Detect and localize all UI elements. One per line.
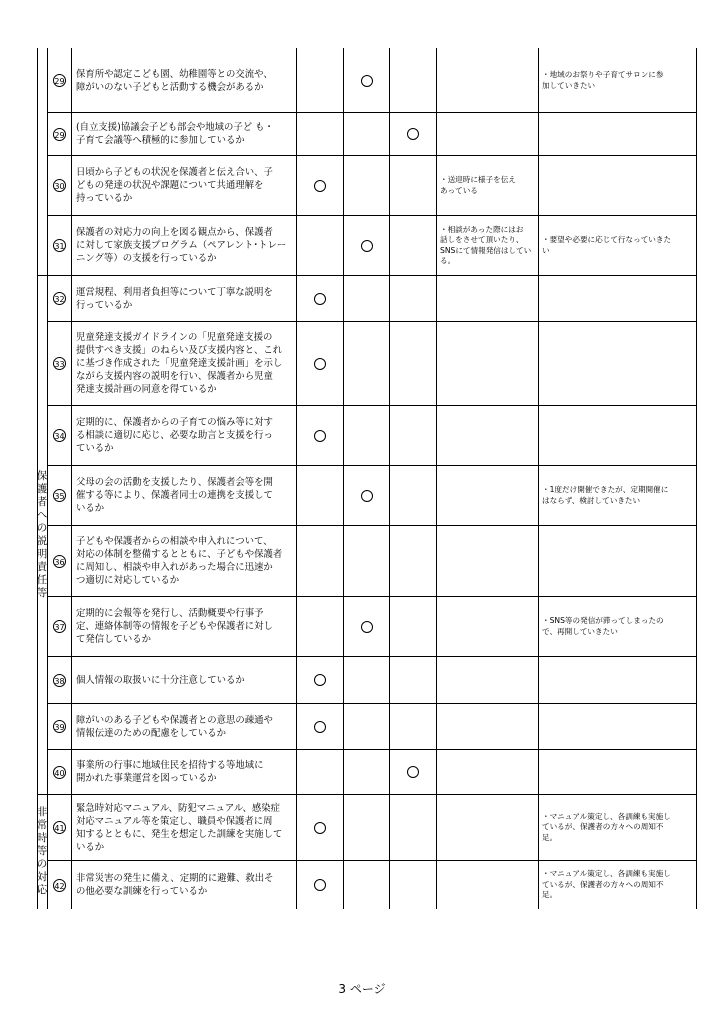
answer-cell-1 (297, 406, 343, 465)
improvement-note (539, 657, 696, 703)
circle-mark-icon (407, 766, 419, 778)
answer-cell-1 (297, 276, 343, 321)
answer-cell-1 (297, 466, 343, 525)
answer-cell-3 (390, 113, 436, 155)
answer-cell-3 (390, 276, 436, 321)
answer-cell-3 (390, 704, 436, 749)
answer-cell-3 (390, 795, 436, 860)
item-number-badge: 29 (53, 128, 66, 141)
answer-cell-2 (344, 113, 389, 155)
question-text: 事業所の行事に地域住民を招待する等地域に 開かれた事業運営を図っているか (76, 760, 264, 784)
remark-note (437, 861, 538, 909)
item-number (48, 861, 71, 909)
answer-cell-1 (297, 49, 343, 112)
answer-cell-2 (344, 795, 389, 860)
answer-cell-3 (390, 322, 436, 405)
item-number-badge: 35 (53, 489, 66, 502)
remark-note (437, 597, 538, 656)
question-text: 障がいのある子どもや保護者との意思の疎通や 情報伝達のための配慮をしているか (76, 714, 273, 739)
item-number (48, 156, 71, 215)
item-number-badge: 32 (53, 292, 66, 305)
item-number-badge: 30 (53, 179, 66, 192)
circle-mark-icon (314, 180, 326, 192)
question-text: (自立支援)協議会子ども部会や地域の子ど も・ 子育て会議等へ積極的に参加しているか (76, 122, 274, 146)
improvement-note (539, 750, 696, 794)
circle-mark-icon (361, 240, 373, 252)
question-text: 運営規程、利用者負担等について丁寧な説明を 行っているか (76, 286, 273, 311)
answer-cell-1 (297, 657, 343, 703)
question-text: 非常災害の発生に備え、定期的に避難、救出そ の他必要な訓練を行っているか (76, 873, 274, 897)
improvement-note: ・1度だけ開催できたが、定期開催に はならず、検討していきたい (542, 485, 669, 505)
item-number (48, 466, 71, 525)
remark-note (437, 704, 538, 749)
answer-cell-2 (344, 466, 389, 525)
answer-cell-2 (344, 704, 389, 749)
question-text: 児童発達支援ガイドラインの「児童発達支援の 提供すべき支援」のねらい及び支援内容と、これ に基づき作成された「児童発達支援計画」を示し ながら支援内容の説明を行い、保護者から児童 発達支援計画の同意を得ているか (76, 332, 283, 395)
question-text: 定期的に、保護者からの子育ての悩み等に対す る相談に適切に応じ、必要な助言と支援を行っ ているか (76, 417, 273, 454)
improvement-note: ・マニュアル策定し、各訓練も実施し ているが、保護者の方々への周知不 足。 (542, 869, 671, 900)
answer-cell-1 (297, 322, 343, 405)
answer-cell-2 (344, 156, 389, 215)
answer-cell-2 (344, 49, 389, 112)
remark-note (437, 750, 538, 794)
answer-cell-3 (390, 216, 436, 275)
improvement-note (539, 526, 696, 596)
answer-cell-3 (390, 466, 436, 525)
circle-mark-icon (314, 721, 326, 733)
circle-mark-icon (314, 822, 326, 834)
circle-mark-icon (314, 358, 326, 370)
question-text: 子どもや保護者からの相談や申入れについて、 対応の体制を整備するとともに、子どもや保護者 に周知し、相談や申入れがあった場合に迅速か つ適切に対応しているか (76, 536, 283, 586)
page-number: 3 ページ (338, 982, 386, 996)
item-number (48, 795, 71, 860)
answer-cell-2 (344, 526, 389, 596)
circle-mark-icon (407, 128, 419, 140)
answer-cell-3 (390, 597, 436, 656)
item-number (48, 704, 71, 749)
item-number (48, 526, 71, 596)
remark-note (437, 322, 538, 405)
answer-cell-3 (390, 526, 436, 596)
answer-cell-1 (297, 597, 343, 656)
remark-note (437, 526, 538, 596)
question-text: 日頃から子どもの状況を保護者と伝え合い、子 どもの発達の状況や課題について共通理解を 持っているか (76, 167, 273, 204)
question-text: 父母の会の活動を支援したり、保護者会等を開 催する等により、保護者同士の連携を支援して いるか (76, 477, 273, 514)
item-number (48, 322, 71, 405)
item-number-badge: 42 (53, 879, 66, 892)
answer-cell-1 (297, 795, 343, 860)
item-number-badge: 40 (53, 766, 66, 779)
item-number-badge: 34 (53, 429, 66, 442)
item-number (48, 597, 71, 656)
remark-note (437, 276, 538, 321)
answer-cell-2 (344, 276, 389, 321)
answer-cell-3 (390, 406, 436, 465)
answer-cell-1 (297, 526, 343, 596)
item-number (48, 657, 71, 703)
answer-cell-2 (344, 597, 389, 656)
improvement-note (539, 156, 696, 215)
answer-cell-1 (297, 216, 343, 275)
item-number-badge: 41 (53, 821, 66, 834)
item-number-badge: 36 (53, 555, 66, 568)
answer-cell-2 (344, 406, 389, 465)
item-number-badge: 29 (53, 74, 66, 87)
improvement-note: ・地域のお祭りや子育てサロンに参 加していきたい (542, 70, 664, 90)
item-number (48, 276, 71, 321)
answer-cell-1 (297, 156, 343, 215)
remark-note: ・送迎時に様子を伝え あっている (440, 175, 516, 195)
question-text: 個人情報の取扱いに十分注意しているか (76, 674, 245, 686)
improvement-note (539, 113, 696, 155)
answer-cell-1 (297, 750, 343, 794)
answer-cell-2 (344, 750, 389, 794)
answer-cell-2 (344, 657, 389, 703)
category-label: 非 常 時 等 の 対 応 (36, 806, 48, 896)
improvement-note (539, 406, 696, 465)
circle-mark-icon (361, 621, 373, 633)
answer-cell-2 (344, 216, 389, 275)
improvement-note: ・SNS等の発信が滞ってしまったの で、再開していきたい (542, 616, 664, 636)
item-number-badge: 38 (53, 674, 66, 687)
answer-cell-2 (344, 861, 389, 909)
circle-mark-icon (314, 879, 326, 891)
item-number-badge: 39 (53, 720, 66, 733)
answer-cell-3 (390, 861, 436, 909)
remark-note (437, 406, 538, 465)
improvement-note: ・要望や必要に応じて行なっていきた い (542, 235, 672, 255)
answer-cell-1 (297, 704, 343, 749)
remark-note: ・相談があった際にはお 話しをさせて頂いたり、 SNSにて情報発信はしてい る。 (440, 224, 532, 265)
circle-mark-icon (361, 75, 373, 87)
item-number (48, 750, 71, 794)
improvement-note: ・マニュアル策定し、各訓練も実施し ているが、保護者の方々への周知不 足。 (542, 811, 671, 842)
answer-cell-1 (297, 861, 343, 909)
category-label: 保 護 者 へ の 説 明 責 任 等 (36, 469, 48, 599)
remark-note (437, 49, 538, 112)
remark-note (437, 795, 538, 860)
circle-mark-icon (314, 293, 326, 305)
circle-mark-icon (361, 490, 373, 502)
item-number-badge: 37 (53, 620, 66, 633)
question-text: 緊急時対応マニュアル、防犯マニュアル、感染症 対応マニュアル等を策定し、職員や保護者に周 知するとともに、発生を想定した訓練を実施して いるか (76, 802, 283, 853)
answer-cell-3 (390, 750, 436, 794)
item-number-badge: 31 (53, 239, 66, 252)
circle-mark-icon (314, 430, 326, 442)
answer-cell-3 (390, 49, 436, 112)
item-number (48, 49, 71, 112)
remark-note (437, 466, 538, 525)
answer-cell-2 (344, 322, 389, 405)
question-text: 保育所や認定こども園、幼稚園等との交流や、 障がいのない子どもと活動する機会があるか (76, 68, 273, 93)
improvement-note (539, 322, 696, 405)
improvement-note (539, 704, 696, 749)
item-number-badge: 33 (53, 357, 66, 370)
remark-note (437, 657, 538, 703)
question-text: 保護者の対応力の向上を図る観点から、保護者 に対して家族支援プログラム（ペアレント･トレー ニング等）の支援を行っているか (76, 227, 287, 264)
improvement-note (539, 276, 696, 321)
item-number (48, 113, 71, 155)
item-number (48, 216, 71, 275)
circle-mark-icon (314, 674, 326, 686)
column-divider (696, 48, 697, 909)
answer-cell-3 (390, 657, 436, 703)
answer-cell-3 (390, 156, 436, 215)
question-text: 定期的に会報等を発行し、活動概要や行事予 定、連絡体制等の情報を子どもや保護者に対し て発信しているか (76, 608, 273, 645)
item-number (48, 406, 71, 465)
remark-note (437, 113, 538, 155)
answer-cell-1 (297, 113, 343, 155)
